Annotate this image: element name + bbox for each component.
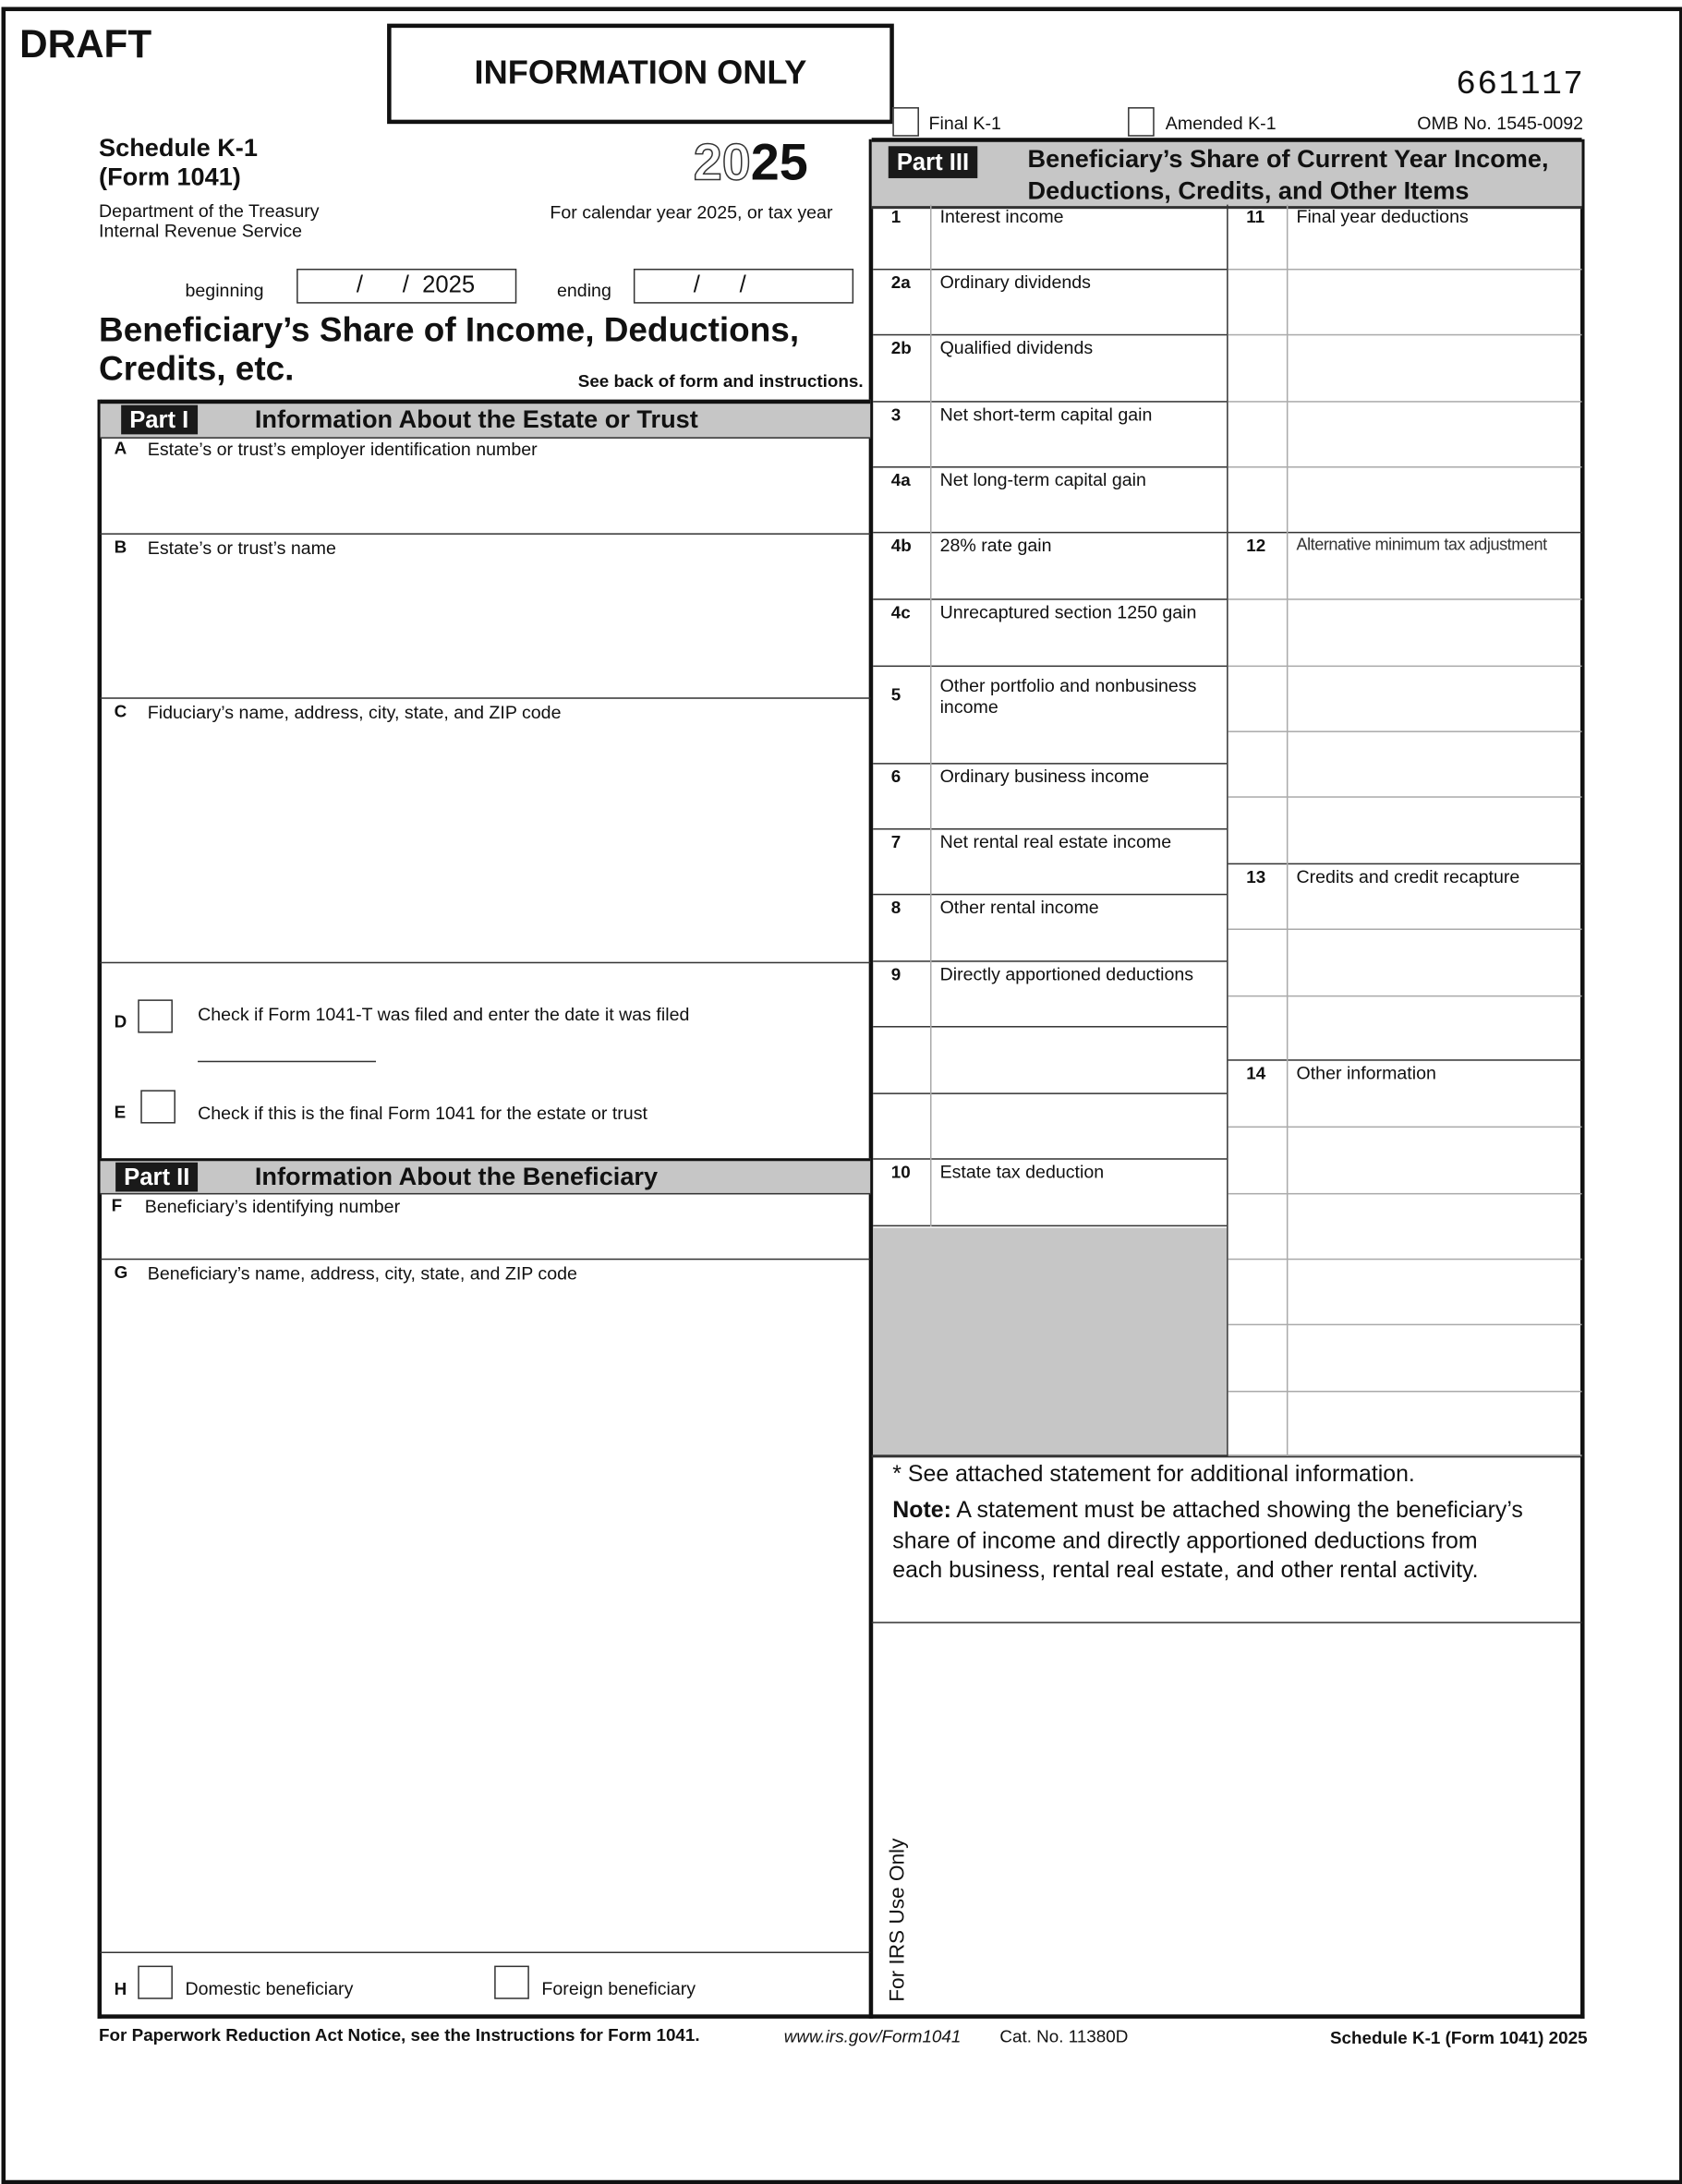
line-b-letter: B — [114, 537, 127, 557]
line-label: Other rental income — [939, 896, 1099, 918]
part2-header — [101, 1158, 871, 1194]
domestic-beneficiary-checkbox[interactable] — [138, 1966, 173, 1999]
tax-year — [694, 134, 808, 192]
final-k1-checkbox[interactable] — [892, 107, 919, 137]
part3-title-line-2: Deductions, Credits, and Other Items — [1027, 175, 1470, 204]
line-number: 10 — [890, 1162, 911, 1182]
line-number: 5 — [890, 684, 902, 705]
line-e-label: Check if this is the final Form 1041 for the estate or trust — [198, 1102, 647, 1124]
form-name: (Form 1041) — [99, 163, 241, 191]
line-amount-input[interactable] — [1288, 757, 1580, 796]
part2-tag: Part II — [115, 1163, 198, 1192]
line-amount-input[interactable] — [1288, 1285, 1580, 1323]
schedule-title — [99, 134, 258, 192]
line-label: Unrecaptured section 1250 gain — [939, 601, 1197, 622]
see-attached: * See attached statement for additional information. — [892, 1461, 1415, 1488]
domestic-beneficiary-label: Domestic beneficiary — [185, 1978, 354, 1999]
shaded-area — [873, 1228, 1227, 1456]
agency — [99, 202, 320, 241]
beneficiary-address-input[interactable] — [101, 1285, 871, 1950]
note-label: Note: — [892, 1498, 951, 1524]
calendar-year-text: For calendar year 2025, or tax year — [550, 201, 833, 223]
line-amount-input[interactable] — [930, 428, 1226, 466]
line-label: Estate tax deduction — [939, 1161, 1105, 1182]
ein-input[interactable] — [101, 461, 871, 533]
line-amount-input[interactable] — [1288, 360, 1580, 401]
line-label: Interest income — [939, 206, 1064, 227]
final-k1-label: Final K-1 — [928, 113, 1001, 134]
year-outline: 20 — [693, 133, 751, 191]
line-amount-input[interactable] — [930, 1053, 1226, 1093]
divider — [101, 697, 871, 699]
amended-k1-checkbox[interactable] — [1128, 107, 1155, 137]
line-amount-input[interactable] — [930, 559, 1226, 599]
information-only-text: INFORMATION ONLY — [474, 54, 807, 92]
part3-title-line-1: Beneficiary’s Share of Current Year Income, — [1027, 144, 1549, 173]
line-amount-input[interactable] — [1288, 955, 1580, 995]
line-amount-input[interactable] — [930, 230, 1226, 269]
foreign-beneficiary-label: Foreign beneficiary — [541, 1978, 696, 1999]
line-amount-input[interactable] — [1288, 296, 1580, 334]
ending-date-input[interactable] — [634, 269, 853, 304]
schedule-name: Schedule K-1 — [99, 133, 258, 162]
see-back-note: See back of form and instructions. — [577, 371, 864, 392]
line-amount-input[interactable] — [1288, 1152, 1580, 1193]
date-filed-input[interactable] — [198, 1061, 376, 1063]
information-only-box — [387, 24, 894, 125]
year-bold: 25 — [750, 133, 808, 191]
line-number: 1 — [890, 207, 902, 227]
line-amount-input[interactable] — [930, 987, 1226, 1026]
form-1041t-checkbox[interactable] — [138, 999, 173, 1032]
line-number: 12 — [1246, 536, 1266, 556]
line-number: 4a — [890, 470, 911, 490]
line-amount-input[interactable] — [1288, 1022, 1580, 1060]
line-e-letter: E — [114, 1102, 127, 1123]
line-amount-input[interactable] — [1288, 889, 1580, 928]
part1-tag: Part I — [121, 405, 197, 435]
line-amount-input[interactable] — [1288, 823, 1580, 863]
fiduciary-input[interactable] — [101, 724, 871, 960]
line-a-label: Estate’s or trust’s employer identification number — [147, 438, 538, 460]
form-footer-id: Schedule K-1 (Form 1041) 2025 — [1329, 2028, 1588, 2048]
divider — [101, 962, 871, 964]
dept-treasury: Department of the Treasury — [99, 200, 320, 222]
line-label: Other information — [1296, 1062, 1436, 1083]
line-number: 4c — [890, 602, 911, 622]
line-amount-input[interactable] — [930, 1119, 1226, 1158]
ending-date-value: / / — [693, 271, 746, 298]
paperwork-notice: For Paperwork Reduction Act Notice, see the Instructions for Form 1041. — [99, 2025, 700, 2045]
divider — [872, 1622, 1582, 1623]
line-number: 6 — [890, 766, 902, 787]
line-label: 28% rate gain — [939, 534, 1052, 556]
line-amount-input[interactable] — [1288, 625, 1580, 666]
title-line-2: Credits, etc. — [99, 350, 295, 389]
line-label: Alternative minimum tax adjustment — [1296, 534, 1547, 554]
line-label: Qualified dividends — [939, 336, 1094, 358]
line-amount-input[interactable] — [930, 692, 1226, 763]
irs-use-only-label: For IRS Use Only — [885, 1838, 910, 2002]
line-c-letter: C — [114, 701, 127, 721]
statement-note — [892, 1497, 1532, 1587]
line-label: Directly apportioned deductions — [939, 963, 1194, 984]
line-amount-input[interactable] — [930, 493, 1226, 532]
line-amount-input[interactable] — [930, 855, 1226, 894]
divider — [101, 533, 871, 535]
line-g-label: Beneficiary’s name, address, city, state, and ZIP code — [147, 1262, 577, 1284]
line-amount-input[interactable] — [930, 790, 1226, 828]
note-text: A statement must be attached showing the beneficiary’s share of income and directly apportioned deductions from each business, rental real estate, and other rental activity. — [892, 1498, 1523, 1584]
bottom-border — [98, 2014, 1585, 2019]
line-amount-input[interactable] — [930, 625, 1226, 666]
form-code: 661117 — [1456, 66, 1585, 105]
line-number: 3 — [890, 404, 902, 425]
line-label: Net long-term capital gain — [939, 469, 1146, 490]
divider — [101, 1952, 871, 1954]
draft-label: DRAFT — [19, 22, 152, 66]
part3-header — [872, 138, 1582, 209]
line-label: Ordinary dividends — [939, 271, 1091, 293]
amended-k1-label: Amended K-1 — [1165, 113, 1277, 134]
title-line-1: Beneficiary’s Share of Income, Deductions, — [99, 311, 800, 350]
foreign-beneficiary-checkbox[interactable] — [494, 1966, 529, 1999]
line-amount-input[interactable] — [930, 920, 1226, 960]
line-amount-input[interactable] — [1288, 1220, 1580, 1259]
line-label: Final year deductions — [1296, 206, 1469, 227]
line-amount-input[interactable] — [1288, 1350, 1580, 1391]
beginning-label: beginning — [185, 280, 264, 301]
line-amount-input[interactable] — [1288, 559, 1580, 599]
line-number: 11 — [1246, 207, 1265, 227]
line-amount-input[interactable] — [1288, 428, 1580, 466]
line-amount-input[interactable] — [1288, 1086, 1580, 1127]
line-c-label: Fiduciary’s name, address, city, state, and ZIP code — [147, 701, 562, 723]
divider — [101, 1259, 871, 1261]
beginning-date-value: / / 2025 — [356, 271, 476, 298]
line-a-letter: A — [114, 438, 127, 458]
omb-number: OMB No. 1545-0092 — [1417, 113, 1584, 134]
line-f-letter: F — [111, 1195, 123, 1216]
ending-label: ending — [557, 280, 611, 301]
line-number: 9 — [890, 964, 902, 984]
line-amount-input[interactable] — [1288, 692, 1580, 730]
line-number: 13 — [1246, 867, 1266, 887]
line-label: Credits and credit recapture — [1296, 865, 1520, 887]
irs-url[interactable]: www.irs.gov/Form1041 — [783, 2026, 962, 2047]
part3-tag: Part III — [889, 146, 977, 178]
beginning-date-input[interactable] — [296, 269, 516, 304]
line-d-label: Check if Form 1041-T was filed and enter the date it was filed — [198, 1003, 690, 1025]
trust-name-input[interactable] — [101, 560, 871, 697]
line-number: 2a — [890, 272, 911, 293]
line-number: 4b — [890, 536, 912, 556]
line-number: 7 — [890, 832, 902, 852]
line-amount-input[interactable] — [930, 360, 1226, 401]
line-amount-input[interactable] — [1288, 1418, 1580, 1455]
line-number: 8 — [890, 898, 902, 918]
part3-title — [1028, 143, 1549, 206]
line-label: Other portfolio and nonbusiness income — [939, 675, 1197, 718]
line-amount-input[interactable] — [930, 296, 1226, 334]
part2-title: Information About the Beneficiary — [254, 1162, 659, 1190]
line-number: 2b — [890, 338, 912, 358]
line-g-letter: G — [114, 1262, 128, 1283]
line-d-letter: D — [114, 1011, 127, 1032]
part1-header — [101, 400, 871, 439]
line-amount-input[interactable] — [930, 1185, 1226, 1225]
part1-title: Information About the Estate or Trust — [254, 404, 698, 433]
line-label: Net rental real estate income — [939, 830, 1172, 852]
catalog-number: Cat. No. 11380D — [999, 2026, 1129, 2047]
line-b-label: Estate’s or trust’s name — [147, 537, 336, 559]
line-number: 14 — [1246, 1063, 1266, 1083]
irs-label: Internal Revenue Service — [99, 220, 303, 241]
line-f-label: Beneficiary’s identifying number — [144, 1195, 401, 1217]
line-h-letter: H — [114, 1979, 127, 1999]
beneficiary-id-input[interactable] — [101, 1218, 871, 1259]
line-amount-input[interactable] — [1288, 230, 1580, 269]
final-1041-checkbox[interactable] — [140, 1090, 175, 1123]
line-label: Ordinary business income — [939, 766, 1150, 787]
line-label: Net short-term capital gain — [939, 404, 1153, 425]
line-amount-input[interactable] — [1288, 493, 1580, 532]
